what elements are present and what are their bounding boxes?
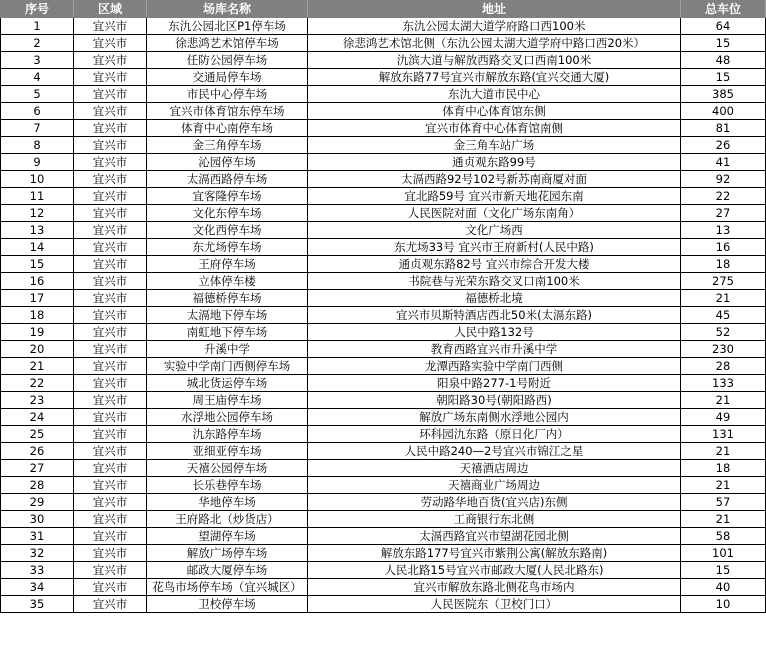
index-cell: 6 <box>1 103 74 120</box>
area-cell: 宜兴市 <box>74 596 147 613</box>
total-spaces-cell: 18 <box>681 256 766 273</box>
table-row <box>1 596 766 613</box>
table-row <box>1 205 766 222</box>
total-spaces-cell: 230 <box>681 341 766 358</box>
area-cell: 宜兴市 <box>74 205 147 222</box>
address-cell: 宜北路59号 宜兴市新天地花园东南 <box>308 188 681 205</box>
area-cell: 宜兴市 <box>74 239 147 256</box>
name-cell: 宜兴市体育馆东停车场 <box>147 103 308 120</box>
header-name: 场库名称 <box>147 1 308 18</box>
area-cell: 宜兴市 <box>74 579 147 596</box>
table-row <box>1 426 766 443</box>
index-cell: 11 <box>1 188 74 205</box>
address-cell: 环科园氿东路（原日化厂内） <box>308 426 681 443</box>
name-cell: 华地停车场 <box>147 494 308 511</box>
area-cell: 宜兴市 <box>74 35 147 52</box>
total-spaces-cell: 57 <box>681 494 766 511</box>
table-row <box>1 528 766 545</box>
total-spaces-cell: 18 <box>681 460 766 477</box>
table-row <box>1 579 766 596</box>
name-cell: 太滆西路停车场 <box>147 171 308 188</box>
table-row <box>1 307 766 324</box>
area-cell: 宜兴市 <box>74 511 147 528</box>
name-cell: 东尤场停车场 <box>147 239 308 256</box>
total-spaces-cell: 92 <box>681 171 766 188</box>
name-cell: 太滆地下停车场 <box>147 307 308 324</box>
total-spaces-cell: 28 <box>681 358 766 375</box>
table-body <box>1 18 766 613</box>
name-cell: 王府停车场 <box>147 256 308 273</box>
address-cell: 通贞观东路99号 <box>308 154 681 171</box>
table-row <box>1 341 766 358</box>
address-cell: 解放东路177号宜兴市紫荆公寓(解放东路南) <box>308 545 681 562</box>
table-row <box>1 443 766 460</box>
name-cell: 实验中学南门西侧停车场 <box>147 358 308 375</box>
area-cell: 宜兴市 <box>74 86 147 103</box>
total-spaces-cell: 48 <box>681 52 766 69</box>
index-cell: 21 <box>1 358 74 375</box>
address-cell: 朝阳路30号(朝阳路西) <box>308 392 681 409</box>
address-cell: 解放东路77号宜兴市解放东路(宜兴交通大厦) <box>308 69 681 86</box>
total-spaces-cell: 21 <box>681 290 766 307</box>
area-cell: 宜兴市 <box>74 103 147 120</box>
index-cell: 17 <box>1 290 74 307</box>
total-spaces-cell: 400 <box>681 103 766 120</box>
area-cell: 宜兴市 <box>74 494 147 511</box>
index-cell: 28 <box>1 477 74 494</box>
index-cell: 8 <box>1 137 74 154</box>
index-cell: 32 <box>1 545 74 562</box>
name-cell: 邮政大厦停车场 <box>147 562 308 579</box>
address-cell: 人民医院东（卫校门口） <box>308 596 681 613</box>
total-spaces-cell: 13 <box>681 222 766 239</box>
address-cell: 东氿公园太湖大道学府路口西100米 <box>308 18 681 35</box>
area-cell: 宜兴市 <box>74 69 147 86</box>
total-spaces-cell: 131 <box>681 426 766 443</box>
total-spaces-cell: 385 <box>681 86 766 103</box>
total-spaces-cell: 21 <box>681 392 766 409</box>
index-cell: 16 <box>1 273 74 290</box>
name-cell: 升溪中学 <box>147 341 308 358</box>
address-cell: 氿滨大道与解放西路交叉口西南100米 <box>308 52 681 69</box>
total-spaces-cell: 15 <box>681 35 766 52</box>
area-cell: 宜兴市 <box>74 477 147 494</box>
name-cell: 体育中心南停车场 <box>147 120 308 137</box>
name-cell: 亚细亚停车场 <box>147 443 308 460</box>
total-spaces-cell: 41 <box>681 154 766 171</box>
index-cell: 30 <box>1 511 74 528</box>
area-cell: 宜兴市 <box>74 409 147 426</box>
index-cell: 4 <box>1 69 74 86</box>
name-cell: 水浮地公园停车场 <box>147 409 308 426</box>
index-cell: 26 <box>1 443 74 460</box>
table-row <box>1 375 766 392</box>
address-cell: 宜兴市体育中心体育馆南侧 <box>308 120 681 137</box>
area-cell: 宜兴市 <box>74 137 147 154</box>
index-cell: 29 <box>1 494 74 511</box>
index-cell: 34 <box>1 579 74 596</box>
address-cell: 教育西路宜兴市升溪中学 <box>308 341 681 358</box>
address-cell: 东尤场33号 宜兴市王府新村(人民中路) <box>308 239 681 256</box>
table-row <box>1 494 766 511</box>
table-row <box>1 511 766 528</box>
address-cell: 宜兴市解放东路北侧花鸟市场内 <box>308 579 681 596</box>
total-spaces-cell: 49 <box>681 409 766 426</box>
index-cell: 33 <box>1 562 74 579</box>
table-row <box>1 103 766 120</box>
name-cell: 王府路北（炒货店） <box>147 511 308 528</box>
area-cell: 宜兴市 <box>74 290 147 307</box>
name-cell: 卫校停车场 <box>147 596 308 613</box>
address-cell: 体育中心体育馆东侧 <box>308 103 681 120</box>
table-row <box>1 154 766 171</box>
table-row <box>1 324 766 341</box>
area-cell: 宜兴市 <box>74 545 147 562</box>
name-cell: 交通局停车场 <box>147 69 308 86</box>
index-cell: 18 <box>1 307 74 324</box>
name-cell: 花鸟市场停车场（宜兴城区） <box>147 579 308 596</box>
address-cell: 人民中路240—2号宜兴市锦江之星 <box>308 443 681 460</box>
table-row <box>1 562 766 579</box>
header-row <box>1 1 766 18</box>
area-cell: 宜兴市 <box>74 154 147 171</box>
total-spaces-cell: 40 <box>681 579 766 596</box>
index-cell: 19 <box>1 324 74 341</box>
index-cell: 7 <box>1 120 74 137</box>
area-cell: 宜兴市 <box>74 256 147 273</box>
table-row <box>1 392 766 409</box>
address-cell: 宜兴市贝斯特酒店西北50米(太滆东路) <box>308 307 681 324</box>
header-area: 区域 <box>74 1 147 18</box>
total-spaces-cell: 64 <box>681 18 766 35</box>
total-spaces-cell: 58 <box>681 528 766 545</box>
address-cell: 工商银行东北侧 <box>308 511 681 528</box>
total-spaces-cell: 26 <box>681 137 766 154</box>
area-cell: 宜兴市 <box>74 341 147 358</box>
name-cell: 南虹地下停车场 <box>147 324 308 341</box>
address-cell: 书院巷与光荣东路交叉口南100米 <box>308 273 681 290</box>
area-cell: 宜兴市 <box>74 460 147 477</box>
header-total-spaces: 总车位 <box>681 1 766 18</box>
address-cell: 人民医院对面（文化广场东南角） <box>308 205 681 222</box>
index-cell: 22 <box>1 375 74 392</box>
name-cell: 徐悲鸿艺术馆停车场 <box>147 35 308 52</box>
address-cell: 阳泉中路277-1号附近 <box>308 375 681 392</box>
header-index: 序号 <box>1 1 74 18</box>
total-spaces-cell: 15 <box>681 562 766 579</box>
table-row <box>1 18 766 35</box>
name-cell: 东氿公园北区P1停车场 <box>147 18 308 35</box>
index-cell: 1 <box>1 18 74 35</box>
area-cell: 宜兴市 <box>74 120 147 137</box>
table-row <box>1 460 766 477</box>
table-row <box>1 256 766 273</box>
total-spaces-cell: 81 <box>681 120 766 137</box>
address-cell: 解放广场东南侧水浮地公园内 <box>308 409 681 426</box>
address-cell: 金三角车站广场 <box>308 137 681 154</box>
table-row <box>1 35 766 52</box>
table-row <box>1 120 766 137</box>
table-row <box>1 52 766 69</box>
total-spaces-cell: 16 <box>681 239 766 256</box>
index-cell: 2 <box>1 35 74 52</box>
table-row <box>1 239 766 256</box>
area-cell: 宜兴市 <box>74 188 147 205</box>
index-cell: 27 <box>1 460 74 477</box>
name-cell: 文化东停车场 <box>147 205 308 222</box>
area-cell: 宜兴市 <box>74 528 147 545</box>
address-cell: 太滆西路宜兴市望湖花园北侧 <box>308 528 681 545</box>
address-cell: 太滆西路92号102号新苏南商厦对面 <box>308 171 681 188</box>
table-row <box>1 86 766 103</box>
area-cell: 宜兴市 <box>74 324 147 341</box>
area-cell: 宜兴市 <box>74 52 147 69</box>
area-cell: 宜兴市 <box>74 392 147 409</box>
table-row <box>1 409 766 426</box>
index-cell: 13 <box>1 222 74 239</box>
address-cell: 福德桥北境 <box>308 290 681 307</box>
table-row <box>1 137 766 154</box>
table-row <box>1 69 766 86</box>
name-cell: 立体停车楼 <box>147 273 308 290</box>
index-cell: 31 <box>1 528 74 545</box>
table-row <box>1 290 766 307</box>
table-row <box>1 188 766 205</box>
total-spaces-cell: 10 <box>681 596 766 613</box>
table-row <box>1 171 766 188</box>
total-spaces-cell: 101 <box>681 545 766 562</box>
total-spaces-cell: 15 <box>681 69 766 86</box>
name-cell: 福德桥停车场 <box>147 290 308 307</box>
index-cell: 10 <box>1 171 74 188</box>
index-cell: 9 <box>1 154 74 171</box>
table-row <box>1 477 766 494</box>
address-cell: 东氿大道市民中心 <box>308 86 681 103</box>
address-cell: 文化广场西 <box>308 222 681 239</box>
area-cell: 宜兴市 <box>74 375 147 392</box>
area-cell: 宜兴市 <box>74 171 147 188</box>
address-cell: 通贞观东路82号 宜兴市综合开发大楼 <box>308 256 681 273</box>
address-cell: 天禧商业广场周边 <box>308 477 681 494</box>
name-cell: 任防公园停车场 <box>147 52 308 69</box>
total-spaces-cell: 27 <box>681 205 766 222</box>
index-cell: 5 <box>1 86 74 103</box>
name-cell: 文化西停车场 <box>147 222 308 239</box>
total-spaces-cell: 52 <box>681 324 766 341</box>
table-row <box>1 222 766 239</box>
total-spaces-cell: 275 <box>681 273 766 290</box>
total-spaces-cell: 45 <box>681 307 766 324</box>
index-cell: 3 <box>1 52 74 69</box>
area-cell: 宜兴市 <box>74 562 147 579</box>
name-cell: 沁园停车场 <box>147 154 308 171</box>
area-cell: 宜兴市 <box>74 222 147 239</box>
name-cell: 解放广场停车场 <box>147 545 308 562</box>
name-cell: 市民中心停车场 <box>147 86 308 103</box>
address-cell: 龙潭西路实验中学南门西侧 <box>308 358 681 375</box>
name-cell: 氿东路停车场 <box>147 426 308 443</box>
address-cell: 人民中路132号 <box>308 324 681 341</box>
name-cell: 天禧公园停车场 <box>147 460 308 477</box>
name-cell: 望湖停车场 <box>147 528 308 545</box>
header-address: 地址 <box>308 1 681 18</box>
index-cell: 25 <box>1 426 74 443</box>
name-cell: 周王庙停车场 <box>147 392 308 409</box>
index-cell: 14 <box>1 239 74 256</box>
area-cell: 宜兴市 <box>74 18 147 35</box>
name-cell: 城北货运停车场 <box>147 375 308 392</box>
index-cell: 20 <box>1 341 74 358</box>
area-cell: 宜兴市 <box>74 358 147 375</box>
name-cell: 长乐巷停车场 <box>147 477 308 494</box>
total-spaces-cell: 21 <box>681 511 766 528</box>
total-spaces-cell: 22 <box>681 188 766 205</box>
index-cell: 23 <box>1 392 74 409</box>
table-row <box>1 273 766 290</box>
address-cell: 天禧酒店周边 <box>308 460 681 477</box>
address-cell: 人民北路15号宜兴市邮政大厦(人民北路东) <box>308 562 681 579</box>
area-cell: 宜兴市 <box>74 307 147 324</box>
total-spaces-cell: 21 <box>681 443 766 460</box>
total-spaces-cell: 21 <box>681 477 766 494</box>
name-cell: 金三角停车场 <box>147 137 308 154</box>
total-spaces-cell: 133 <box>681 375 766 392</box>
index-cell: 12 <box>1 205 74 222</box>
index-cell: 15 <box>1 256 74 273</box>
area-cell: 宜兴市 <box>74 426 147 443</box>
table-row <box>1 358 766 375</box>
address-cell: 徐悲鸿艺术馆北侧（东氿公园太湖大道学府中路口西20米） <box>308 35 681 52</box>
index-cell: 35 <box>1 596 74 613</box>
index-cell: 24 <box>1 409 74 426</box>
area-cell: 宜兴市 <box>74 443 147 460</box>
area-cell: 宜兴市 <box>74 273 147 290</box>
address-cell: 劳动路华地百货(宜兴店)东侧 <box>308 494 681 511</box>
name-cell: 宜客隆停车场 <box>147 188 308 205</box>
table-row <box>1 545 766 562</box>
